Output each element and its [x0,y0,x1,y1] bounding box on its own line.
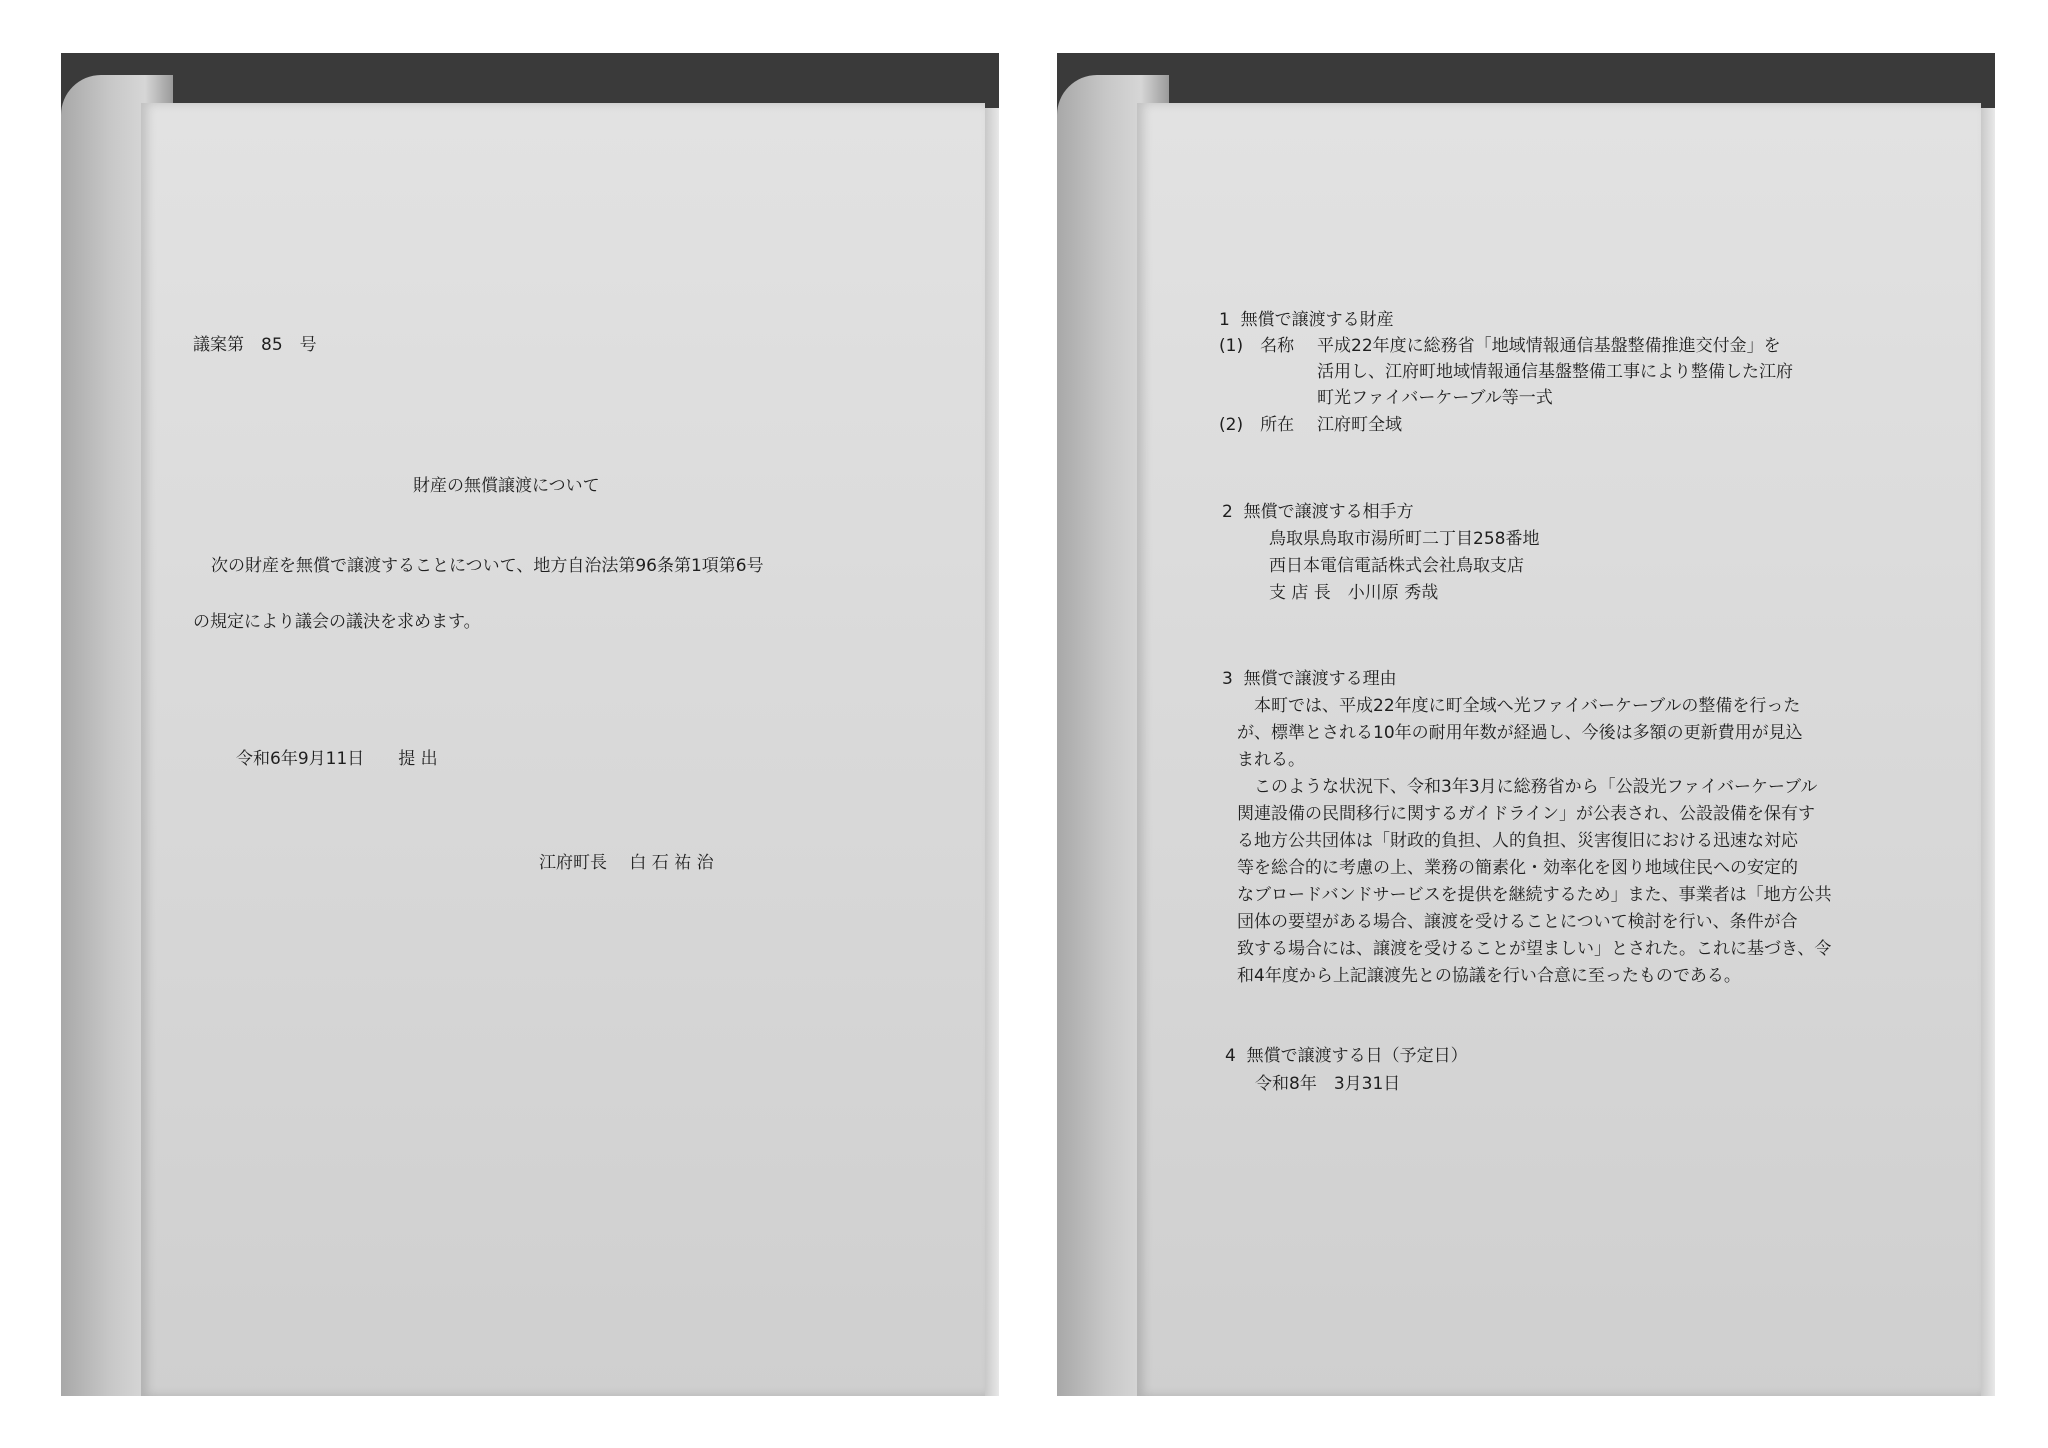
reason-line: 等を総合的に考慮の上、業務の簡素化・効率化を図り地域住民への安定的 [1237,858,1798,878]
bill-number: 議案第 85 号 [193,335,317,355]
left-page-photo [61,53,999,1396]
reason-line: る地方公共団体は「財政的負担、人的負担、災害復旧における迅速な対応 [1237,831,1798,851]
reason-line: 団体の要望がある場合、譲渡を受けることについて検討を行い、条件が合 [1237,912,1798,932]
section-3-heading: 3 無償で譲渡する理由 [1222,669,1397,689]
reason-line: 本町では、平成22年度に町全域へ光ファイバーケーブルの整備を行った [1237,696,1801,716]
page-edge [1981,108,1995,1396]
item-2-label: (2) 所在 [1219,415,1295,435]
reason-line: 致する場合には、譲渡を受けることが望ましい」とされた。これに基づき、令 [1237,939,1832,959]
signatory: 江府町長 白 石 祐 治 [539,853,714,873]
right-page-photo [1057,53,1995,1396]
section-4-heading: 4 無償で譲渡する日（予定日） [1225,1046,1468,1066]
item-2-value: 江府町全域 [1317,415,1402,435]
reason-line: まれる。 [1237,750,1305,770]
body-line-1: 次の財産を無償で譲渡することについて、地方自治法第96条第1項第6号 [211,556,764,576]
section-1-heading: 1 無償で譲渡する財産 [1219,310,1394,330]
item-1-line-1: 平成22年度に総務省「地域情報通信基盤整備推進交付金」を [1317,336,1781,356]
recipient-representative: 支 店 長 小川原 秀哉 [1269,583,1439,603]
transfer-date: 令和8年 3月31日 [1255,1074,1401,1094]
reason-line: なブロードバンドサービスを提供を継続するため」また、事業者は「地方公共 [1237,885,1832,905]
recipient-company: 西日本電信電話株式会社鳥取支店 [1269,556,1524,576]
section-2-heading: 2 無償で譲渡する相手方 [1222,502,1414,522]
item-1-line-2: 活用し、江府町地域情報通信基盤整備工事により整備した江府 [1317,362,1793,382]
document-title: 財産の無償譲渡について [413,476,600,496]
item-1-label: (1) 名称 [1219,336,1295,356]
item-1-line-3: 町光ファイバーケーブル等一式 [1317,388,1553,408]
body-line-2: の規定により議会の議決を求めます。 [193,612,481,632]
reason-line: 関連設備の民間移行に関するガイドライン」が公表され、公設設備を保有す [1237,804,1815,824]
page-edge [985,108,999,1396]
left-page [141,103,985,1396]
reason-line: このような状況下、令和3年3月に総務省から「公設光ファイバーケーブル [1237,777,1818,797]
reason-line: が、標準とされる10年の耐用年数が経過し、今後は多額の更新費用が見込 [1237,723,1803,743]
recipient-address: 鳥取県鳥取市湯所町二丁目258番地 [1269,529,1540,549]
reason-line: 和4年度から上記譲渡先との協議を行い合意に至ったものである。 [1237,966,1741,986]
right-page [1137,103,1981,1396]
submission-date: 令和6年9月11日 提 出 [236,749,438,769]
